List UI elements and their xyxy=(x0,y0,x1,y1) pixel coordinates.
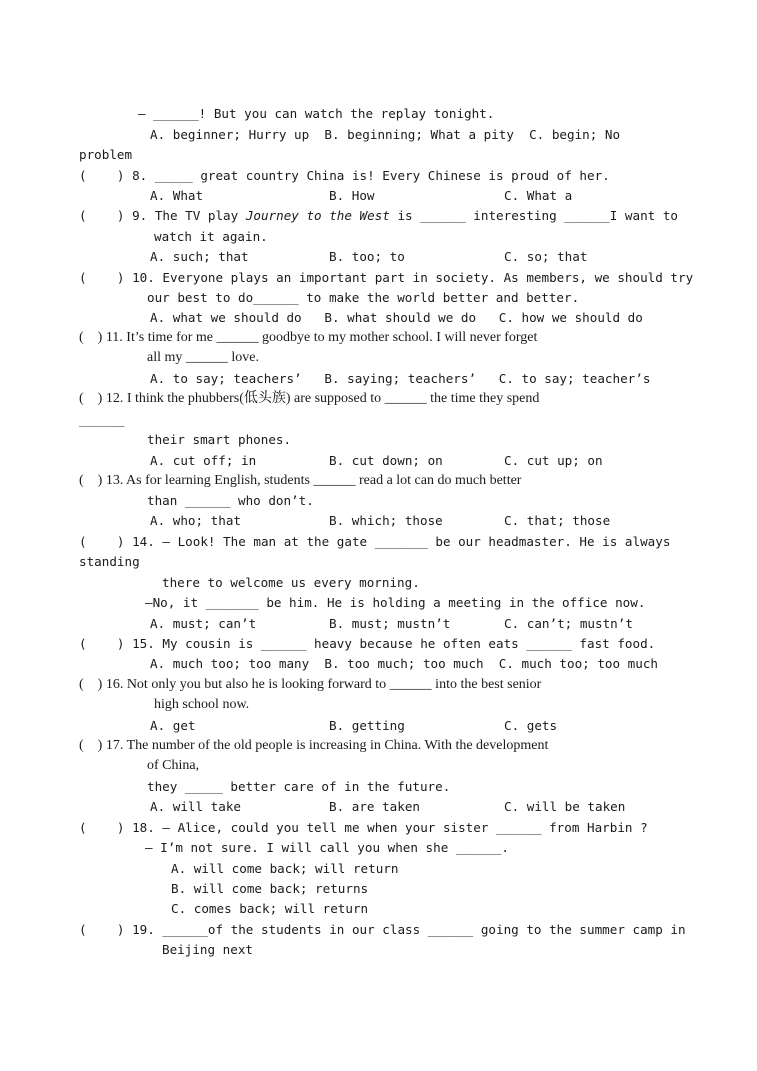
option-a: A. will come back; will return xyxy=(171,861,399,876)
response-line: —No, it _______ be him. He is holding a meeting in the office now. xyxy=(145,595,646,610)
question-14: ( ) 14. — Look! The man at the gate _______ be our headmaster. He is always xyxy=(79,534,671,549)
text-line: high school now. xyxy=(154,697,250,712)
question-17: ( ) 17. The number of the old people is increasing in China. With the development xyxy=(79,738,549,753)
answer-line: — ______! But you can watch the replay tonight. xyxy=(138,106,495,121)
options-line: A. to say; teachers’ B. saying; teachers’ C. to say; teacher’s xyxy=(150,371,651,386)
option-a: A. What xyxy=(150,188,204,203)
text-line: than ______ who don’t. xyxy=(147,493,314,508)
question-9-end: is ______ interesting ______I want to xyxy=(389,208,678,223)
question-19: ( ) 19. ______of the students in our class ______ going to the summer camp in xyxy=(79,922,686,937)
question-8: ( ) 8. _____ great country China is! Every Chinese is proud of her. xyxy=(79,168,610,183)
option-c: C. that; those xyxy=(504,513,611,528)
text-line: there to welcome us every morning. xyxy=(162,575,420,590)
text-line: watch it again. xyxy=(154,229,268,244)
text-line: our best to do______ to make the world better and better. xyxy=(147,290,580,305)
option-a: A. will take xyxy=(150,799,241,814)
options-line: A. what we should do B. what should we do C. how we should do xyxy=(150,310,643,325)
text-line: ______ xyxy=(79,412,125,427)
question-9 xyxy=(79,208,678,224)
option-c: C. will be taken xyxy=(504,799,626,814)
text-line: their smart phones. xyxy=(147,432,292,447)
question-9-start: ( ) 9. The TV play xyxy=(79,208,246,223)
option-c: C. What a xyxy=(504,188,573,203)
text-line: Beijing next xyxy=(162,942,253,957)
option-b: B. How xyxy=(329,188,375,203)
question-11: ( ) 11. It’s time for me ______ goodbye to my mother school. I will never forget xyxy=(79,330,538,345)
option-a: A. must; can’t xyxy=(150,616,257,631)
option-a: A. cut off; in xyxy=(150,453,257,468)
option-c: C. cut up; on xyxy=(504,453,603,468)
text-line: problem xyxy=(79,147,133,162)
option-c: C. can’t; mustn’t xyxy=(504,616,633,631)
option-b: B. too; to xyxy=(329,249,405,264)
option-b: B. will come back; returns xyxy=(171,881,369,896)
question-10: ( ) 10. Everyone plays an important part in society. As members, we should try xyxy=(79,270,694,285)
option-c: C. comes back; will return xyxy=(171,901,369,916)
response-line: — I’m not sure. I will call you when she ______. xyxy=(145,840,509,855)
option-b: B. are taken xyxy=(329,799,420,814)
option-b: B. cut down; on xyxy=(329,453,443,468)
text-line: all my ______ love. xyxy=(147,350,259,365)
text-line: standing xyxy=(79,554,140,569)
question-18: ( ) 18. — Alice, could you tell me when your sister ______ from Harbin ? xyxy=(79,820,648,835)
text-line: they _____ better care of in the future. xyxy=(147,779,451,794)
options-line: A. much too; too many B. too much; too much C. much too; too much xyxy=(150,656,658,671)
option-c: C. so; that xyxy=(504,249,588,264)
text-line: of China, xyxy=(147,758,200,773)
option-a: A. who; that xyxy=(150,513,241,528)
option-a: A. such; that xyxy=(150,249,249,264)
options-line: A. beginner; Hurry up B. beginning; What a pity C. begin; No xyxy=(150,127,621,142)
question-16: ( ) 16. Not only you but also he is looking forward to ______ into the best senior xyxy=(79,677,542,692)
question-13: ( ) 13. As for learning English, students ______ read a lot can do much better xyxy=(79,473,522,488)
option-b: B. which; those xyxy=(329,513,443,528)
play-title: Journey to the West xyxy=(245,208,390,223)
option-a: A. get xyxy=(150,718,196,733)
option-b: B. getting xyxy=(329,718,405,733)
option-b: B. must; mustn’t xyxy=(329,616,451,631)
question-15: ( ) 15. My cousin is ______ heavy because he often eats ______ fast food. xyxy=(79,636,656,651)
question-12: ( ) 12. I think the phubbers(低头族) are supposed to ______ the time they spend xyxy=(79,391,540,406)
option-c: C. gets xyxy=(504,718,558,733)
